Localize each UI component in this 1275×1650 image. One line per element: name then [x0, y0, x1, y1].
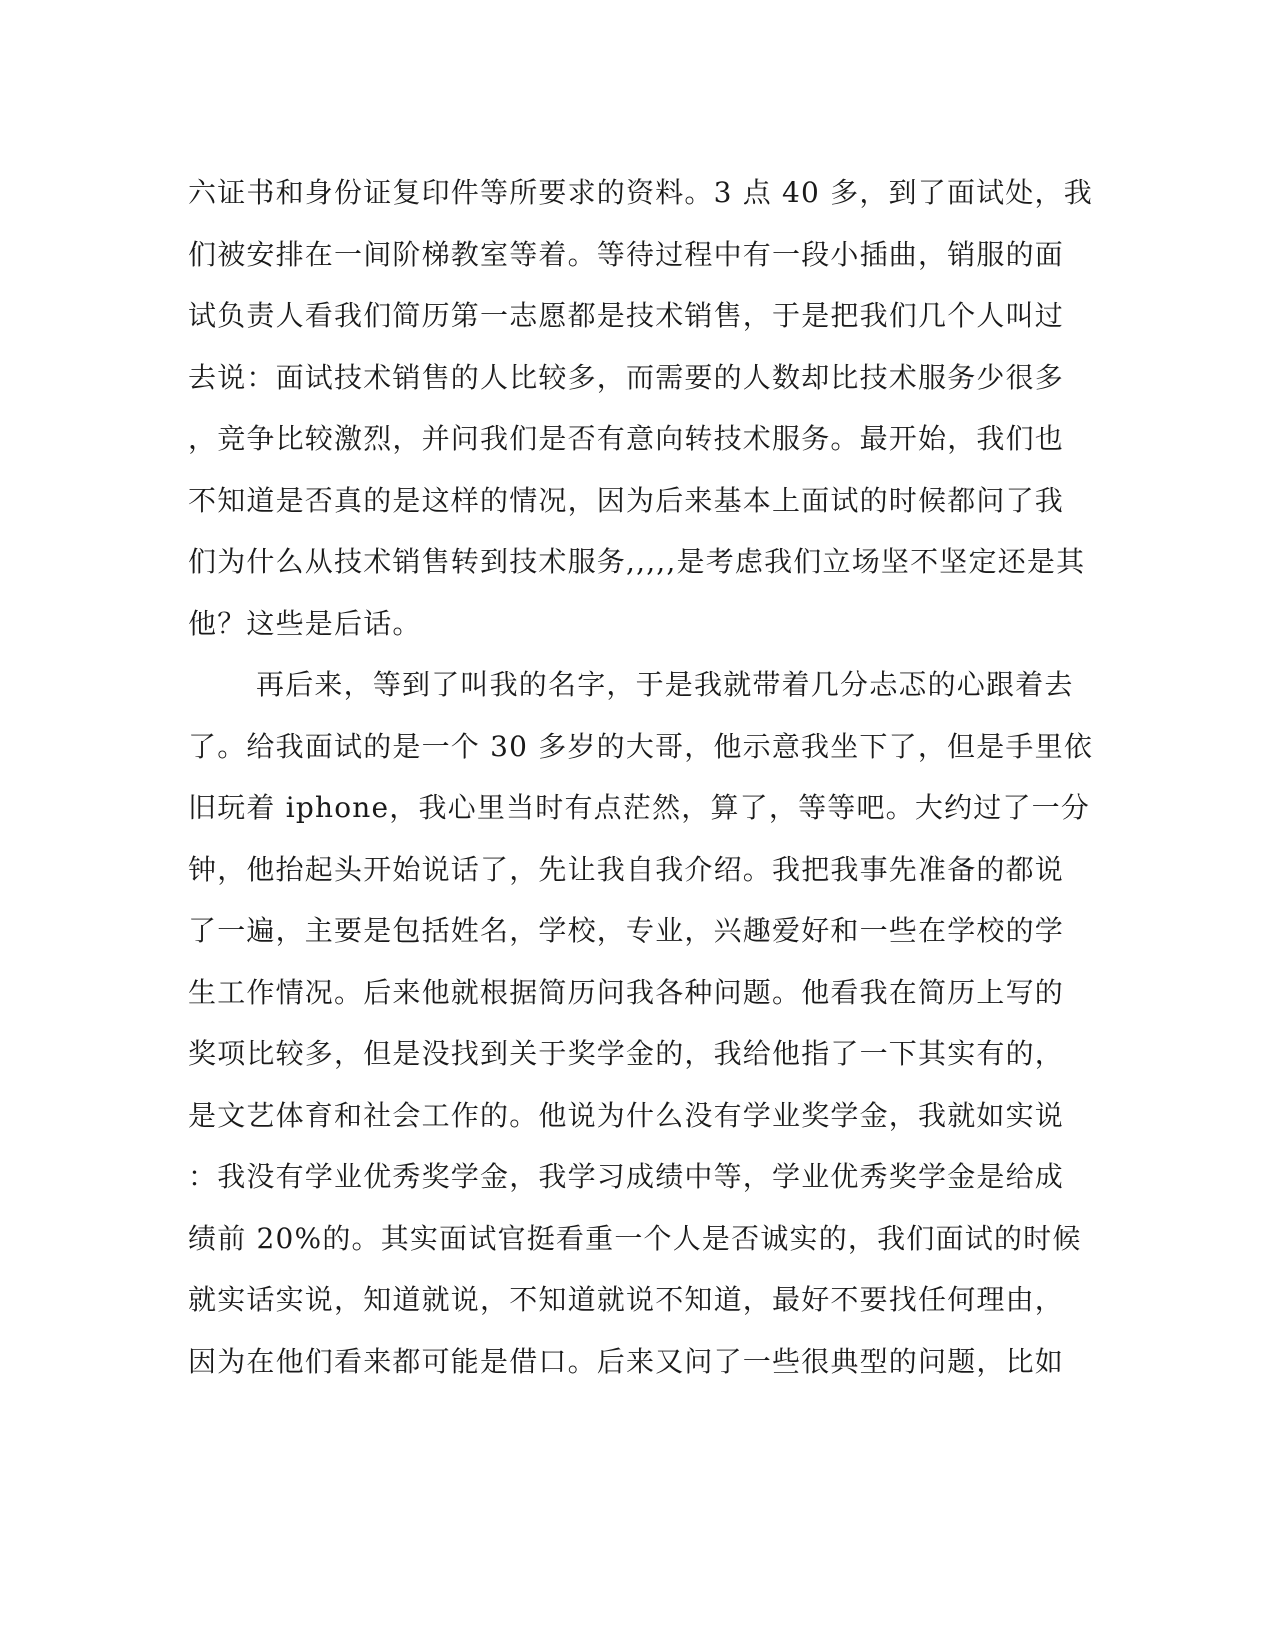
text-line: ：我没有学业优秀奖学金，我学习成绩中等，学业优秀奖学金是给成	[188, 1160, 1065, 1193]
text-line: ，竞争比较激烈，并问我们是否有意向转技术服务。最开始，我们也	[188, 422, 1065, 455]
text-line: 六证书和身份证复印件等所要求的资料。3 点 40 多，到了面试处，我	[188, 176, 1093, 209]
text-line: 们为什么从技术销售转到技术服务,,,,,是考虑我们立场坚不坚定还是其	[188, 545, 1086, 578]
text-line: 旧玩着 iphone，我心里当时有点茫然，算了，等等吧。大约过了一分	[188, 791, 1091, 824]
text-line: 们被安排在一间阶梯教室等着。等待过程中有一段小插曲，销服的面	[188, 237, 1065, 271]
text-line: 他？这些是后话。	[188, 606, 422, 640]
text-line: 因为在他们看来都可能是借口。后来又问了一些很典型的问题，比如	[188, 1344, 1065, 1378]
text-line: 不知道是否真的是这样的情况，因为后来基本上面试的时候都问了我	[188, 483, 1065, 517]
body-text	[188, 162, 1094, 1392]
text-line: 了一遍，主要是包括姓名，学校，专业，兴趣爱好和一些在学校的学	[188, 914, 1065, 947]
text-line: 试负责人看我们简历第一志愿都是技术销售，于是把我们几个人叫过	[188, 299, 1065, 332]
text-line: 生工作情况。后来他就根据简历问我各种问题。他看我在简历上写的	[188, 975, 1065, 1009]
text-line: 了。给我面试的是一个 30 多岁的大哥，他示意我坐下了，但是手里依	[188, 729, 1094, 763]
paragraph-start-line: 再后来，等到了叫我的名字，于是我就带着几分忐忑的心跟着去	[256, 668, 1074, 701]
text-line: 钟，他抬起头开始说话了，先让我自我介绍。我把我事先准备的都说	[188, 852, 1065, 886]
text-line: 去说：面试技术销售的人比较多，而需要的人数却比技术服务少很多	[188, 360, 1065, 394]
text-line: 绩前 20%的。其实面试官挺看重一个人是否诚实的，我们面试的时候	[188, 1221, 1082, 1255]
text-line: 奖项比较多，但是没找到关于奖学金的，我给他指了一下其实有的，	[188, 1037, 1065, 1070]
text-line: 就实话实说，知道就说，不知道就说不知道，最好不要找任何理由，	[188, 1283, 1065, 1316]
text-line: 是文艺体育和社会工作的。他说为什么没有学业奖学金，我就如实说	[188, 1098, 1065, 1132]
